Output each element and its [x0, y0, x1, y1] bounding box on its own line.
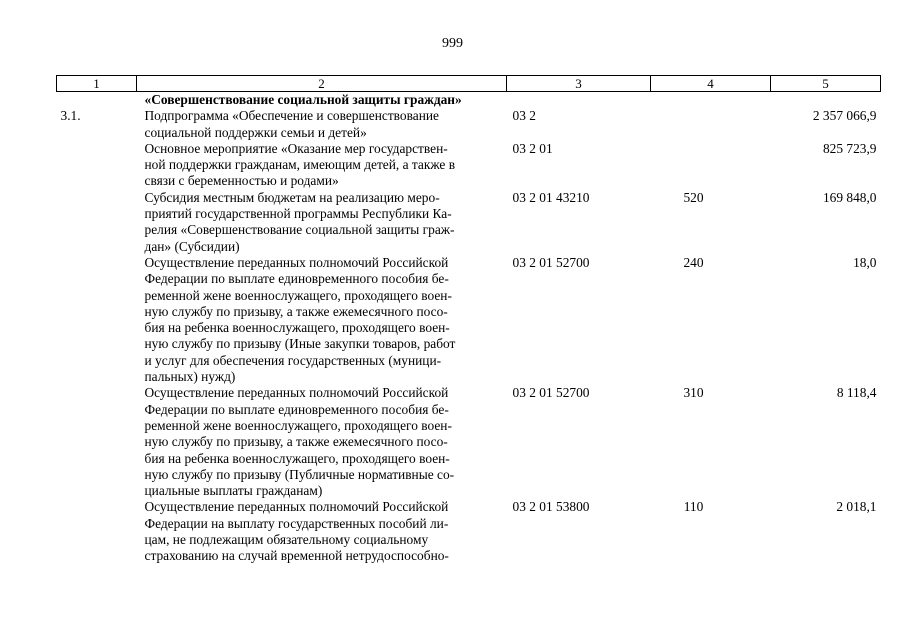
table-row [57, 385, 881, 499]
column-number-row [57, 76, 881, 92]
row-name: Осуществление переданных полномочий Российской Федерации на выплату государственных пособий ли- цам, не подлежащим обязательному социальному страхованию на случай временной нетрудоспособно- [144, 499, 449, 564]
column-header-5: 5 [771, 76, 881, 92]
row-code: 03 2 [512, 108, 536, 124]
row-sum: 825 723,9 [822, 140, 877, 156]
table-row [57, 499, 881, 564]
row-code: 03 2 01 52700 [512, 254, 590, 270]
table-row [57, 108, 881, 141]
row-name: Подпрограмма «Обеспечение и совершенствование социальной поддержки семьи и детей» [144, 108, 439, 140]
column-header-4: 4 [651, 76, 771, 92]
budget-table [56, 75, 881, 565]
row-type [651, 141, 771, 190]
row-number [57, 255, 137, 385]
table-row [57, 141, 881, 190]
row-code: 03 2 01 43210 [512, 189, 590, 205]
table-body [57, 92, 881, 565]
row-type: 110 [683, 499, 704, 515]
table-row [57, 255, 881, 385]
row-code: 03 2 01 52700 [512, 385, 590, 401]
row-code: 03 2 01 [512, 140, 553, 156]
row-sum: 169 848,0 [822, 189, 877, 205]
row-number [57, 141, 137, 190]
row-type: 310 [683, 385, 704, 401]
row-name: Осуществление переданных полномочий Российской Федерации по выплате единовременного пособия бе- ременной жене военнослужащего, проходящего воен- ную службу по призыву, а также ежемесячного посо- бия на ребенка военнослужащего, проходящего воен- ную службу по призыву (Иные закупки товаров, работ и услуг для обеспечения государственных (муници- пальных) нужд) [144, 254, 456, 385]
row-number [57, 499, 137, 564]
row-sum: 8 118,4 [836, 385, 877, 401]
row-sum: 18,0 [853, 254, 877, 270]
row-code: 03 2 01 53800 [512, 499, 590, 515]
row-type: 520 [683, 189, 704, 205]
row-sum: 2 018,1 [836, 499, 877, 515]
row-number: 3.1. [60, 108, 81, 124]
column-header-1: 1 [57, 76, 137, 92]
table-header [57, 76, 881, 92]
row-name: Основное мероприятие «Оказание мер государствен- ной поддержки гражданам, имеющим детей, а также в связи с беременностью и родами» [144, 140, 456, 189]
column-header-2: 2 [137, 76, 507, 92]
row-type: 240 [683, 254, 704, 270]
program-heading: «Совершенствование социальной защиты граждан» [144, 92, 462, 107]
row-number [57, 385, 137, 499]
table-row [57, 190, 881, 255]
column-header-3: 3 [507, 76, 651, 92]
page-number: 999 [442, 36, 463, 51]
row-type [651, 108, 771, 141]
row-name: Осуществление переданных полномочий Российской Федерации по выплате единовременного пособия бе- ременной жене военнослужащего, проходящего воен- ную службу по призыву, а также ежемесячного посо- бия на ребенка военнослужащего, проходящего воен- ную службу по призыву (Публичные нормативные со- циальные выплаты гражданам) [144, 385, 455, 499]
row-sum: 2 357 066,9 [812, 108, 877, 124]
table-row [57, 92, 881, 109]
row-name: Субсидия местным бюджетам на реализацию меро- приятий государственной программы Республики Ка- релия «Совершенствование социальной защиты граж- дан» (Субсидии) [144, 189, 455, 254]
row-number [57, 190, 137, 255]
